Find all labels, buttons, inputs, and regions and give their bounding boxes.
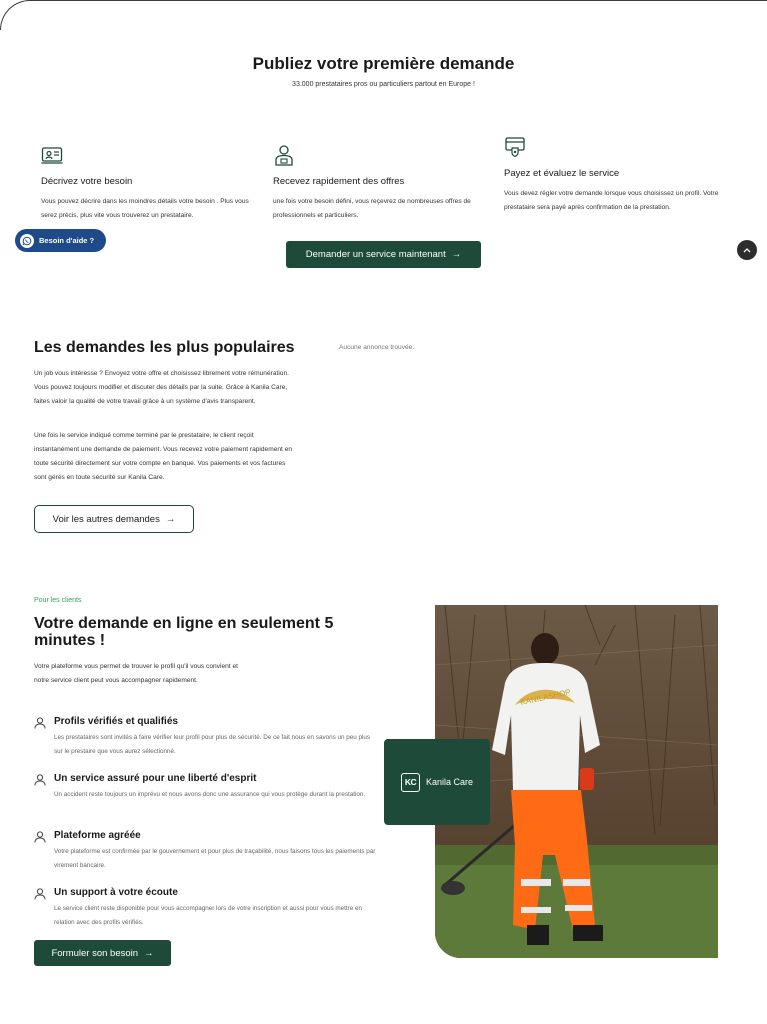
no-ads-message: Aucune annonce trouvée. — [339, 344, 415, 351]
scroll-top-button[interactable] — [737, 240, 757, 260]
user-icon — [34, 888, 46, 900]
feature-approved-platform — [34, 830, 379, 872]
clients-title: Votre demande en ligne en seulement 5 minutes ! — [34, 615, 334, 649]
provider-offers-icon — [273, 144, 295, 166]
feature-verified-profiles — [34, 716, 379, 758]
step-title: Payez et évaluez le service — [504, 168, 620, 179]
formulate-need-button[interactable] — [34, 940, 171, 966]
hero-title: Publiez votre première demande — [252, 54, 515, 73]
feature-text: Votre plateforme est confirmée par le gouvernement et pour plus de traçabilité, nous faisons tous les paiements par virement bancaire. — [54, 848, 376, 869]
step-text: une fois votre besoin défini, vous reçevrez de nombreuses offres de professionnels et particuliers. — [273, 198, 471, 219]
arrow-right-icon: → — [451, 249, 462, 260]
feature-text: Les prestataires sont invités à faire vérifier leur profil pour plus de sécurité. De ce fait nous en savons un peu plus sur le prestaire que vous aurez sélectionné. — [54, 734, 371, 755]
whatsapp-label: Besoin d'aide ? — [39, 236, 95, 245]
hero-subtitle: 33.000 prestataires pros ou particuliers partout en Europe ! — [292, 81, 475, 88]
step-offers — [273, 144, 498, 223]
brand-card — [384, 739, 490, 825]
top-border-curve — [0, 0, 767, 30]
popular-paragraph-1: Un job vous intéresse ? Envoyez votre offre et choisissez librement votre rémunération. Vous pouvez toujours modifier et discuter des détails par la suite. Grâce à Kanila Care, faites valoir la qualité de votre travail grâce à un système d'avis transparent. — [34, 370, 289, 405]
step-title: Recevez rapidement des offres — [273, 176, 405, 187]
feature-text: Le service client reste disponible pour vous accompagner lors de votre inscription et aussi pour vous mettre en relation avec des profils vérifiés. — [54, 905, 363, 926]
request-service-label: Demander un service maintenant — [305, 249, 446, 260]
see-other-requests-button[interactable] — [34, 505, 194, 533]
step-payment — [504, 136, 732, 215]
clients-intro: Votre plateforme vous permet de trouver le profil qu'il vous convient et notre service client peut vous accompagner rapidement. — [34, 663, 238, 684]
payment-card-icon — [504, 136, 526, 158]
arrow-right-icon: → — [165, 513, 176, 525]
formulate-need-label: Formuler son besoin — [51, 947, 139, 959]
step-text: Vous devez régler votre demande lorsque vous choisissez un profil. Votre prestataire sera payé après confirmation de la prestation. — [504, 190, 719, 211]
step-text: Vous pouvez décrire dans les moindres détails votre besoin . Plus vous serez précis, plus vite vous trouverez un prestataire. — [41, 198, 249, 219]
section-kicker: Pour les clients — [34, 597, 82, 604]
brand-name: Kanila Care — [425, 777, 474, 787]
feature-text: Un accident reste toujours un imprévu et nous avons donc une assurance qui vous protège durant la prestation. — [54, 791, 366, 798]
feature-title: Un support à votre écoute — [54, 887, 178, 898]
popular-paragraph-2: Une fois le service indiqué comme terminé par le prestataire, le client reçoit instantanément une demande de paiement. Vous recevez votre paiement rapidement en toute sécurité directement sur votre compte en banque. Vos paiements et vos factures sont gérés en toute sécurité sur Kanila Care. — [34, 432, 293, 481]
user-icon — [34, 774, 46, 786]
chevron-up-icon — [743, 247, 751, 253]
see-other-requests-label: Voir les autres demandes — [52, 513, 160, 525]
feature-insured-service — [34, 773, 379, 802]
shirt-print: KANILASHOP — [519, 687, 572, 707]
feature-title: Un service assuré pour une liberté d'esprit — [54, 773, 257, 784]
feature-support — [34, 887, 379, 929]
user-icon — [34, 717, 46, 729]
kanila-care-logo: KC — [401, 773, 420, 792]
step-describe — [41, 144, 266, 223]
whatsapp-icon — [20, 234, 34, 248]
step-title: Décrivez votre besoin — [41, 176, 133, 187]
feature-title: Profils vérifiés et qualifiés — [54, 716, 178, 727]
user-icon — [34, 831, 46, 843]
popular-title: Les demandes les plus populaires — [34, 339, 295, 356]
whatsapp-help-button[interactable] — [15, 229, 106, 252]
describe-needs-icon — [41, 144, 63, 166]
request-service-button[interactable] — [286, 241, 481, 268]
arrow-right-icon: → — [144, 947, 154, 959]
feature-title: Plateforme agréée — [54, 830, 141, 841]
